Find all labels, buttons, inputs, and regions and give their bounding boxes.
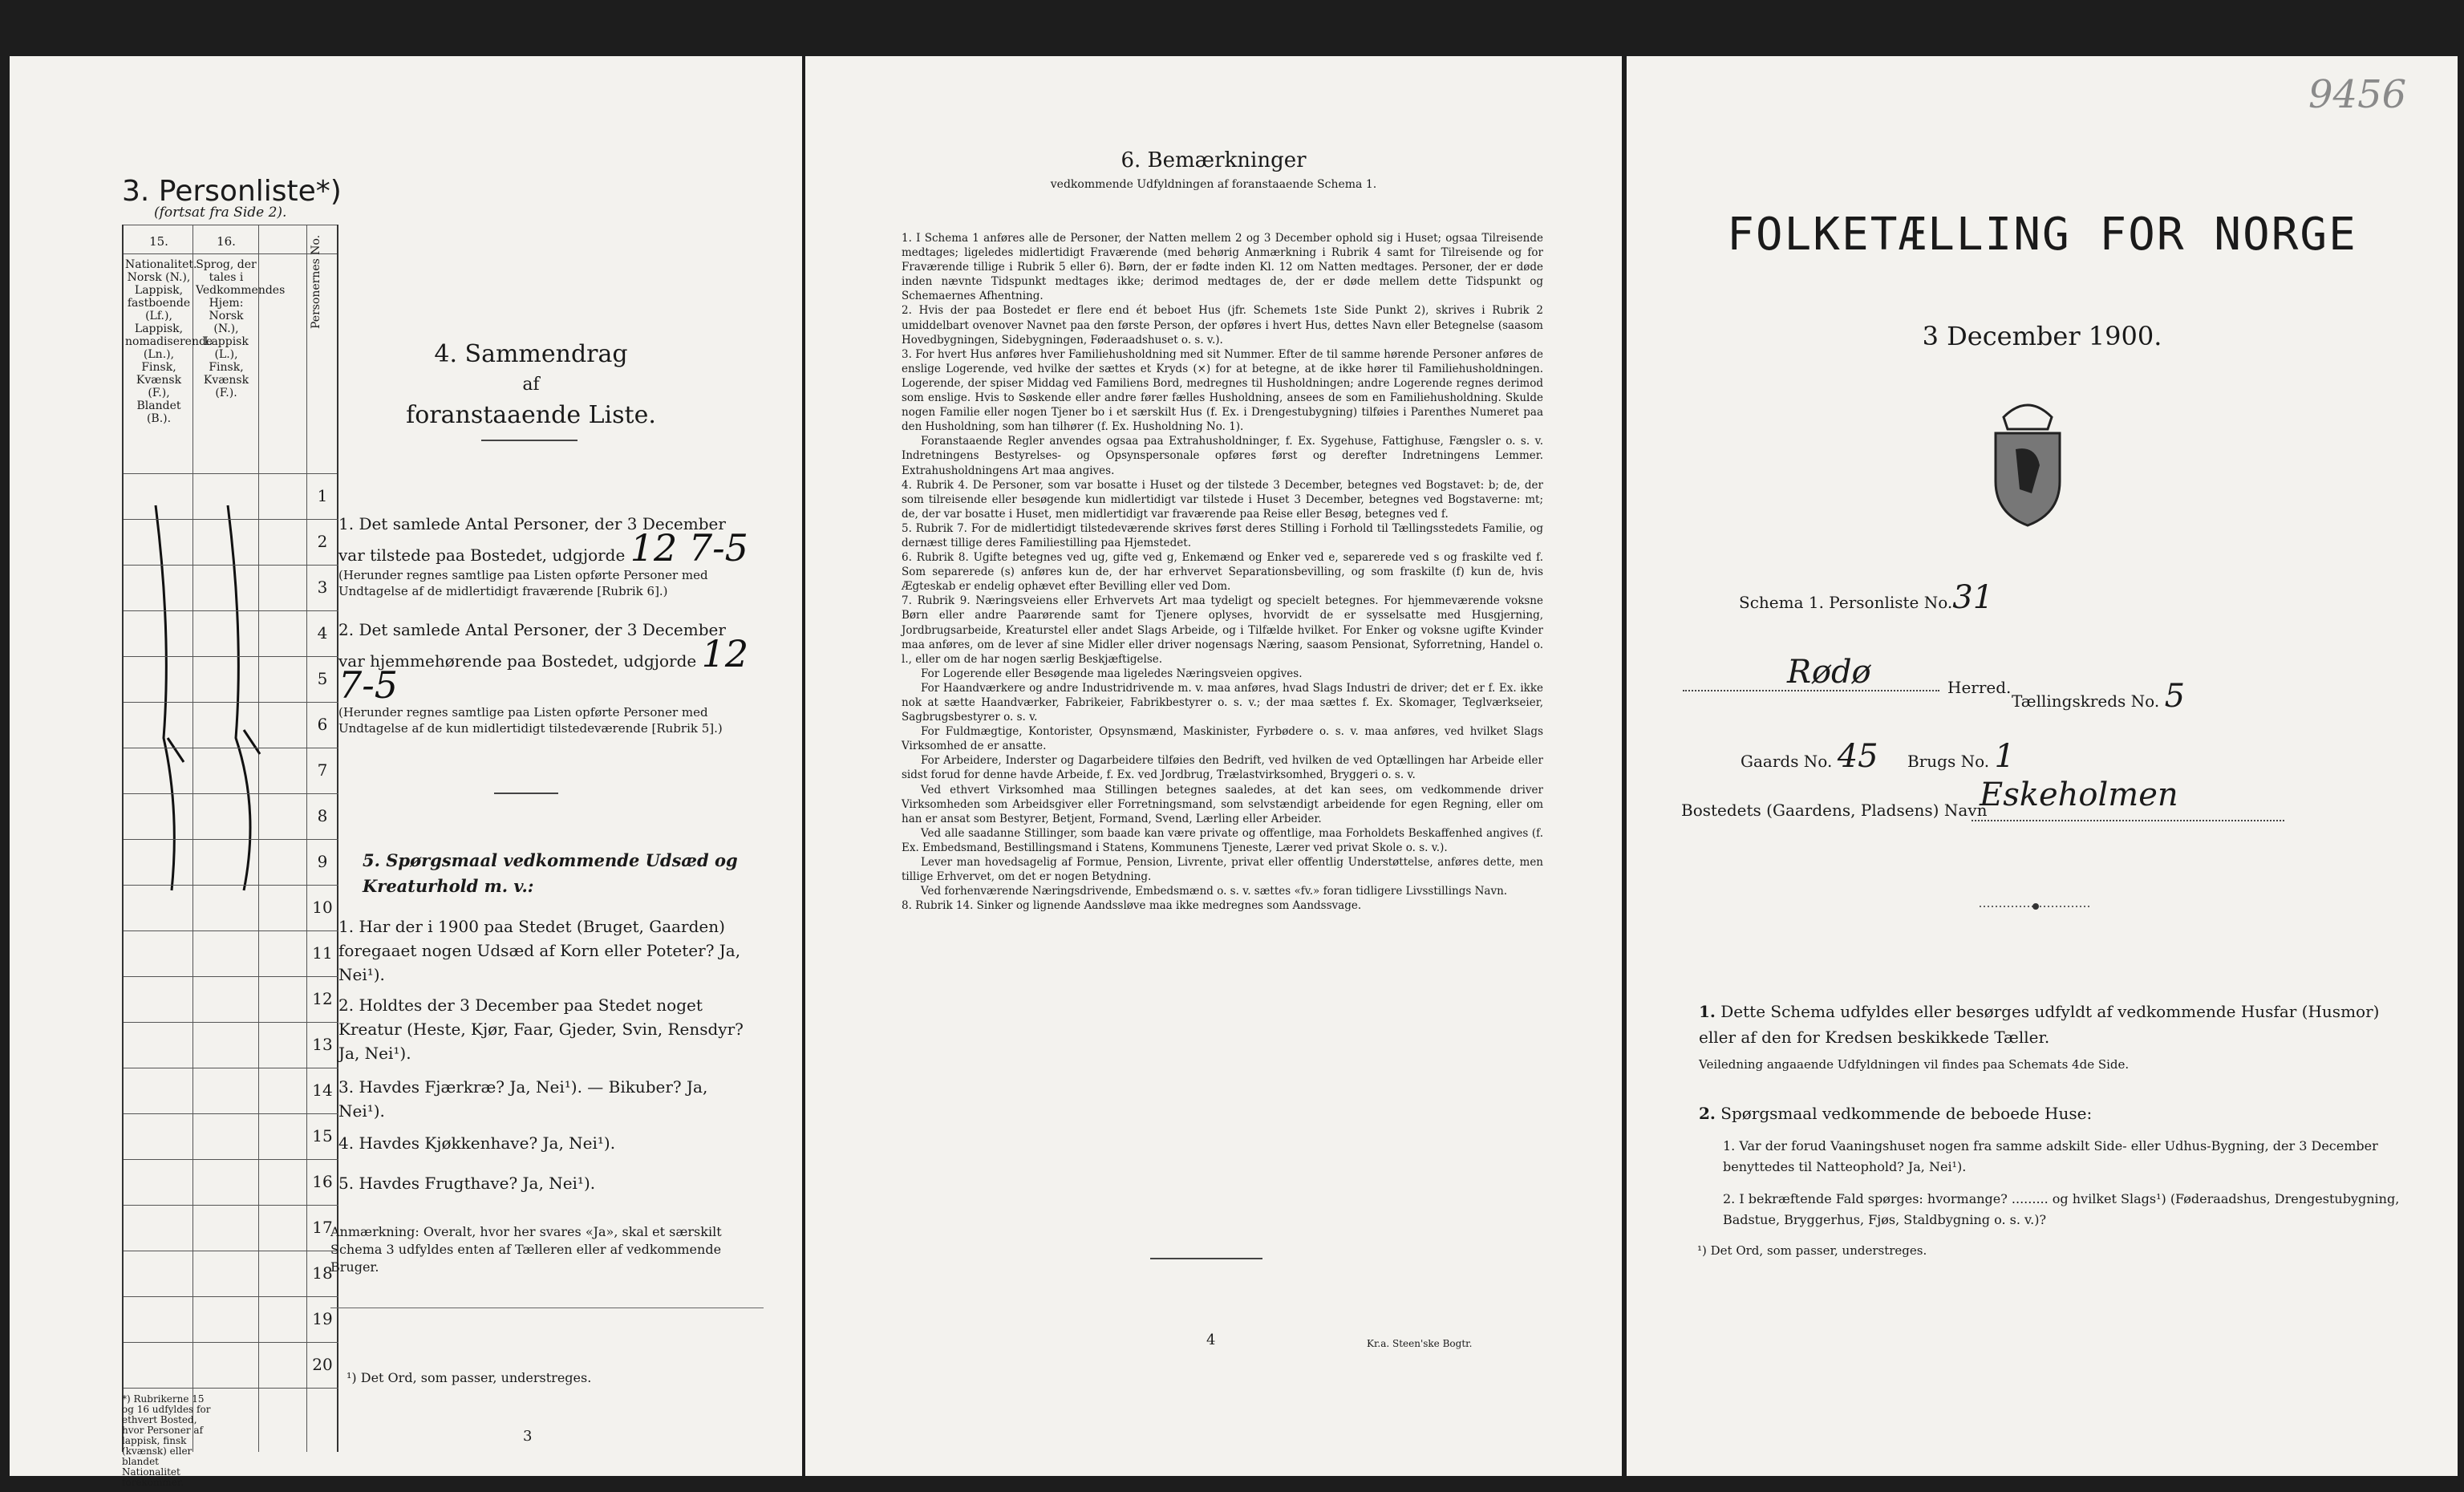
remarks-title: 6. Bemærkninger [1121,148,1307,172]
personliste-grid [122,225,338,1452]
summary-item-2 [338,618,756,736]
question-4: 4. Havdes Kjøkkenhave? Ja, Nei¹). [338,1133,616,1153]
row-number: 5 [317,669,328,688]
grid-row-line [124,656,338,657]
grid-row-line [124,1205,338,1206]
norway-coat-of-arms-icon [1980,393,2076,529]
col-15-number: 15. [149,234,168,249]
brugs-number-handwritten: 1 [1994,738,2015,775]
instruction-2-text: Spørgsmaal vedkommende de beboede Huse: [1720,1104,2093,1123]
row-number: 4 [317,623,328,643]
row-number: 9 [317,852,328,871]
grid-row-line [124,839,338,840]
summary-item-2-handwritten: 12 7-5 [338,632,749,707]
remark-paragraph: 6. Rubrik 8. Ugifte betegnes ved ug, gifte ved g, Enkemænd og Enker ved e, separerede ved s og fraskilte ved f. Som separerede (s) anføres kun de, der har erhvervet Separationsbevilling, og som fraskilte (f) kun de, hvis Ægteskab er endelig ophævet efter Bevilling eller ved Dom. [902,551,1543,594]
grid-row-line [124,793,338,794]
instruction-2b: 2. I bekræftende Fald spørges: hvormange? ......... og hvilket Slags¹) (Føderaadshus, Drengestubygning, Badstue, Bryggerhus, Fjøs, Staldbygning o. s. v.)? [1723,1191,2400,1227]
census-date: 3 December 1900. [1922,321,2162,351]
remark-paragraph: 1. I Schema 1 anføres alle de Personer, der Natten mellem 2 og 3 December ophold sig i Huset; ogsaa Tilreisende medtages; ligeledes midlertidigt Fraværende (med behørig Anmærkning i Rubrik 4 samt for Tilreisende og for Fraværende tillige i Rubrik 5 eller 6). Børn, der er fødte inden Kl. 12 om Natten medtages. Personer, der er døde inden nævnte Tidspunkt medtages ikke; derimod medtages de, der er døde mellem dette Tidspunkt og Schemaernes Afhentning. [902,232,1543,303]
person-number-header: Personernes No. [310,234,322,329]
summary-title-line3: foranstaaende Liste. [406,401,656,429]
page1-footnote: ¹) Det Ord, som passer, understreges. [1697,1243,1927,1258]
col-15-header: Nationalitet. Norsk (N.), Lappisk, fastboende (Lf.), Lappisk, nomadiserende (Ln.), Finsk, Kvænsk (F.), Blandet (B.). [125,258,213,425]
row-number: 7 [317,760,328,780]
remark-paragraph: Ved forhenværende Næringsdrivende, Embedsmænd o. s. v. sættes «fv.» foran tidligere Livsstillings Navn. [921,885,1508,898]
remark-paragraph: Ved ethvert Virksomhed maa Stillingen betegnes saaledes, at det kan sees, om vedkommende driver Virksomheden som Arbeidsgiver eller Forretningsmand, som selvstændigt arbeidende for egen Regning, eller om han er ansat som Bestyrer, Betjent, Formand, Svend, Lærling eller Arbeider. [902,783,1543,825]
summary-item-2-note: (Herunder regnes samtlige paa Listen opførte Personer med Undtagelse af de kun midlertidigt tilstedeværende [Rubrik 5].) [338,705,723,736]
grid-row-line [124,976,338,977]
summary-item-1-note: (Herunder regnes samtlige paa Listen opførte Personer med Undtagelse af de midlertidigt fraværende [Rubrik 6].) [338,568,708,598]
remark-paragraph: 5. Rubrik 7. For de midlertidigt tilstedeværende skrives først deres Stilling i Forhold til Tællingsstedets Familie, og dernæst tillige deres Familiestilling paa Hjemstedet. [902,521,1543,549]
grid-row-line [124,1159,338,1160]
row-number: 1 [317,486,328,505]
grid-row-line [124,519,338,520]
page-number-3: 3 [523,1428,533,1445]
remark-note: Anmærkning: Overalt, hvor her svares «Ja», skal et særskilt Schema 3 udfyldes enten af Tælleren eller af vedkommende Bruger. [330,1224,722,1275]
row-number: 14 [312,1080,333,1100]
kreds-label: Tællingskreds No. 5 [2012,678,2186,715]
grid-row-line [124,1113,338,1114]
grid-row-line [124,565,338,566]
page-number-4: 4 [1206,1332,1216,1348]
row-number: 2 [317,532,328,551]
row-number: 12 [312,989,333,1008]
summary-item-2-text: 2. Det samlede Antal Personer, der 3 December var hjemmehørende paa Bostedet, udgjorde [338,620,726,671]
row-number: 15 [312,1126,333,1145]
instruction-1-note: Veiledning angaaende Udfyldningen vil findes paa Schemats 4de Side. [1699,1057,2130,1072]
page-4 [805,56,1622,1476]
grid-row-line [124,885,338,886]
instruction-1-text: Dette Schema udfyldes eller besørges udfyldt af vedkommende Husfar (Husmor) eller af den for Kredsen beskikkede Tæller. [1699,1002,2380,1047]
question-3: 3. Havdes Fjærkræ? Ja, Nei¹). — Bikuber? Ja, Nei¹). [338,1077,708,1121]
remark-paragraph: For Haandværkere og andre Industridrivende m. v. maa anføres, hvad Slags Industri de driver; det er f. Ex. ikke nok at sætte Haandværker, Fabrikeier, Fabrikbestyrer o. s. v.; der maa sættes f. Ex. Skomager, Teglværkseier, Sagbrugsbestyrer o. s. v. [902,681,1543,724]
printer-mark: Kr.a. Steen'ske Bogtr. [1367,1338,1473,1349]
row-number: 18 [312,1263,333,1283]
census-title: FOLKETÆLLING FOR NORGE [1727,209,2357,261]
gaards-number-handwritten: 45 [1837,738,1878,775]
page-1-cover [1627,56,2458,1476]
remark-paragraph: 3. For hvert Hus anføres hver Familiehusholdning med sit Nummer. Efter de til samme hørende Personer anføres de enslige Logerende, ved hvilke der sættes et Kryds (×) for at betegne, at de ikke hører til Familiehusholdningen. Logerende, der spiser Middag ved Familiens Bord, medregnes til Husholdningen; andre Logerende regnes derimod som enslige. Hvis to Søskende eller andre fører fælles Husholdning, ansees de som en Familiehusholdning. Skulde nogen Familie eller nogen Tjener bo i et særskilt Hus (f. Ex. i Drengestubygning) tilføies i Parenthes Numeret paa den Husholdning, som han tilhører (f. Ex. Husholdning No. 1). [902,347,1543,434]
kreds-number-handwritten: 5 [2164,678,2186,715]
ornament-divider [1980,898,2092,914]
remark-paragraph: Lever man hovedsagelig af Formue, Pension, Livrente, privat eller offentlig Understøttelse, anføres dette, men tillige Erhvervet, om det er nogen Betydning. [902,856,1543,884]
bosted-label: Bostedets (Gaardens, Pladsens) Navn [1681,801,1988,820]
grid-row-line [124,610,338,611]
row-number: 6 [317,715,328,734]
col-16-number: 16. [217,234,236,249]
schema-number-handwritten: 31 [1952,579,1994,616]
remark-paragraph: 4. Rubrik 4. De Personer, som var bosatte i Huset og der tilstede 3 December, betegnes ved Bogstavet: b; de, der som tilreisende eller besøgende kun midlertidigt var tilstede i Huset 3 December, betegnes ved Bogstaverne: mt; de, der var bosatte i Huset, men midlertidigt var fraværende paa Reise eller Besøg, betegnes ved f. [902,478,1543,521]
herred-label: Herred. [1947,678,2012,697]
remark-paragraph: 8. Rubrik 14. Sinker og lignende Aandssløve maa ikke medregnes som Aandssvage. [902,899,1362,913]
herred-value: Rødø [1787,654,1871,691]
brugs-label: Brugs No. 1 [1907,738,2015,775]
question-5: 5. Havdes Frugthave? Ja, Nei¹). [338,1174,596,1193]
remark-paragraph: Foranstaaende Regler anvendes ogsaa paa Extrahusholdninger, f. Ex. Sygehuse, Fattighuse, Fængsler o. s. v. Indretningens Bestyrelses- og Opsynspersonale opføres først og derefter Indretningens Lemmer. Extrahusholdningens Art maa angives. [902,435,1543,477]
grid-row-line [124,702,338,703]
remark-paragraph: For Logerende eller Besøgende maa ligeledes Næringsveien opgives. [921,667,1303,680]
question-1: 1. Har der i 1900 paa Stedet (Bruget, Gaarden) foregaaet nogen Udsæd af Korn eller Poteter? Ja, Nei¹). [338,917,741,984]
instruction-1: 1. Dette Schema udfyldes eller besørges udfyldt af vedkommende Husfar (Husmor) eller af den for Kredsen beskikkede Tæller. Veiledning angaaende Udfyldningen vil findes paa Schemats 4de Side. [1699,1002,2380,1072]
page3-footnote: ¹) Det Ord, som passer, understreges. [346,1370,592,1385]
schema-label: Schema 1. Personliste No.31 [1739,579,1994,616]
row-number: 20 [312,1355,333,1374]
row-number: 11 [312,943,333,963]
row-number: 19 [312,1309,333,1328]
remark-paragraph: 2. Hvis der paa Bostedet er flere end ét beboet Hus (jfr. Schemets 1ste Side Punkt 2), skrives i Rubrik 2 umiddelbart ovenover Navnet paa den første Person, der opføres i hvert Hus, dettes Navn eller Betegnelse (saasom Hovedbygningen, Sidebygningen, Føderaadshuset o. s. v.). [902,304,1543,347]
instruction-2a: 1. Var der forud Vaaningshuset nogen fra samme adskilt Side- eller Udhus-Bygning, der 3 December benyttedes til Natteophold? Ja, Nei¹). [1723,1138,2378,1174]
handwritten-ditto-marks [124,473,306,1035]
page-3 [10,56,802,1488]
row-number: 8 [317,806,328,825]
summary-item-1-text: 1. Det samlede Antal Personer, der 3 December var tilstede paa Bostedet, udgjorde [338,514,726,565]
instruction-2: 2. Spørgsmaal vedkommende de beboede Huse: [1699,1104,2093,1123]
summary-item-1 [338,512,756,599]
grid-row-line [124,1296,338,1297]
grid-row-line [124,1342,338,1343]
summary-item-1-handwritten: 12 7-5 [630,526,748,570]
row-number: 16 [312,1172,333,1191]
remark-paragraph: Ved alle saadanne Stillinger, som baade kan være private og offentlige, maa Forholdets Beskaffenhed angives (f. Ex. Embedsmand, Bestillingsmand i Statens, Kommunens Tjeneste, Lærer ved privat Skole o. s. v.). [902,826,1543,854]
personliste-title: 3. Personliste*) [122,175,342,208]
col-16-header: Sprog, der tales i Vedkommendes Hjem: Norsk (N.), Lappisk (L.), Finsk, Kvænsk (F.). [196,258,286,399]
summary-title-line1: 4. Sammendrag [434,340,628,368]
personliste-subtitle: (fortsat fra Side 2). [154,205,287,221]
grid-row-line [124,1022,338,1023]
pencil-archive-number: 9456 [2308,72,2407,117]
gaards-label: Gaards No. 45 [1741,738,1878,775]
question-2: 2. Holdtes der 3 December paa Stedet noget Kreatur (Heste, Kjør, Faar, Gjeder, Svin, Rensdyr? Ja, Nei¹). [338,995,744,1063]
row-number: 17 [312,1218,333,1237]
row-number: 3 [317,578,328,597]
grid-row-line [124,930,338,931]
bosted-value: Eskeholmen [1980,776,2178,813]
row-number: 10 [312,898,333,917]
summary-title [403,339,659,431]
remark-paragraph: For Fuldmægtige, Kontorister, Opsynsmænd, Maskinister, Fyrbødere o. s. v. maa anføres, ved hvilket Slags Virksomhed de er ansatte. [902,725,1543,753]
row-number: 13 [312,1035,333,1054]
questions-title: 5. Spørgsmaal vedkommende Udsæd og Kreaturhold m. v.: [363,850,738,896]
remarks-subtitle: vedkommende Udfyldningen af foranstaaende Schema 1. [1050,178,1377,191]
remark-paragraph: For Arbeidere, Inderster og Dagarbeidere tilføies den Bedrift, ved hvilken de ved Optællingen har Arbeide eller sidst forud for denne havde Arbeide, f. Ex. ved Jordbrug, Trælastvirksomhed, Bryggeri o. s. v. [902,754,1543,782]
summary-title-line2: af [522,375,540,395]
remark-paragraph: 7. Rubrik 9. Næringsveiens eller Erhvervets Art maa tydeligt og specielt betegnes. For hjemmeværende voksne Børn eller andre Paarørende samt for Tjenere oplyses, hvorvidt de er sysselsatte med Husgjerning, Jordbrugsarbeide, Kreaturstel eller andet Slags Arbeide, og i Tilfælde hvilket. For Enker og voksne ugifte Kvinder maa anføres, om de lever af sine Midler eller driver nogensags Næring, saasom Pensionat, Syforretning, Handel o. l., eller om de har nogen særlig Beskjæftigelse. [902,594,1543,666]
grid-row-line [124,1388,338,1389]
remarks-body [902,231,1543,913]
rubric-footnote: *) Rubrikerne 15 og 16 udfyldes for ethvert Bosted, hvor Personer af lappisk, finsk (kvænsk) eller blandet Nationalitet forekommer. [122,1393,211,1488]
